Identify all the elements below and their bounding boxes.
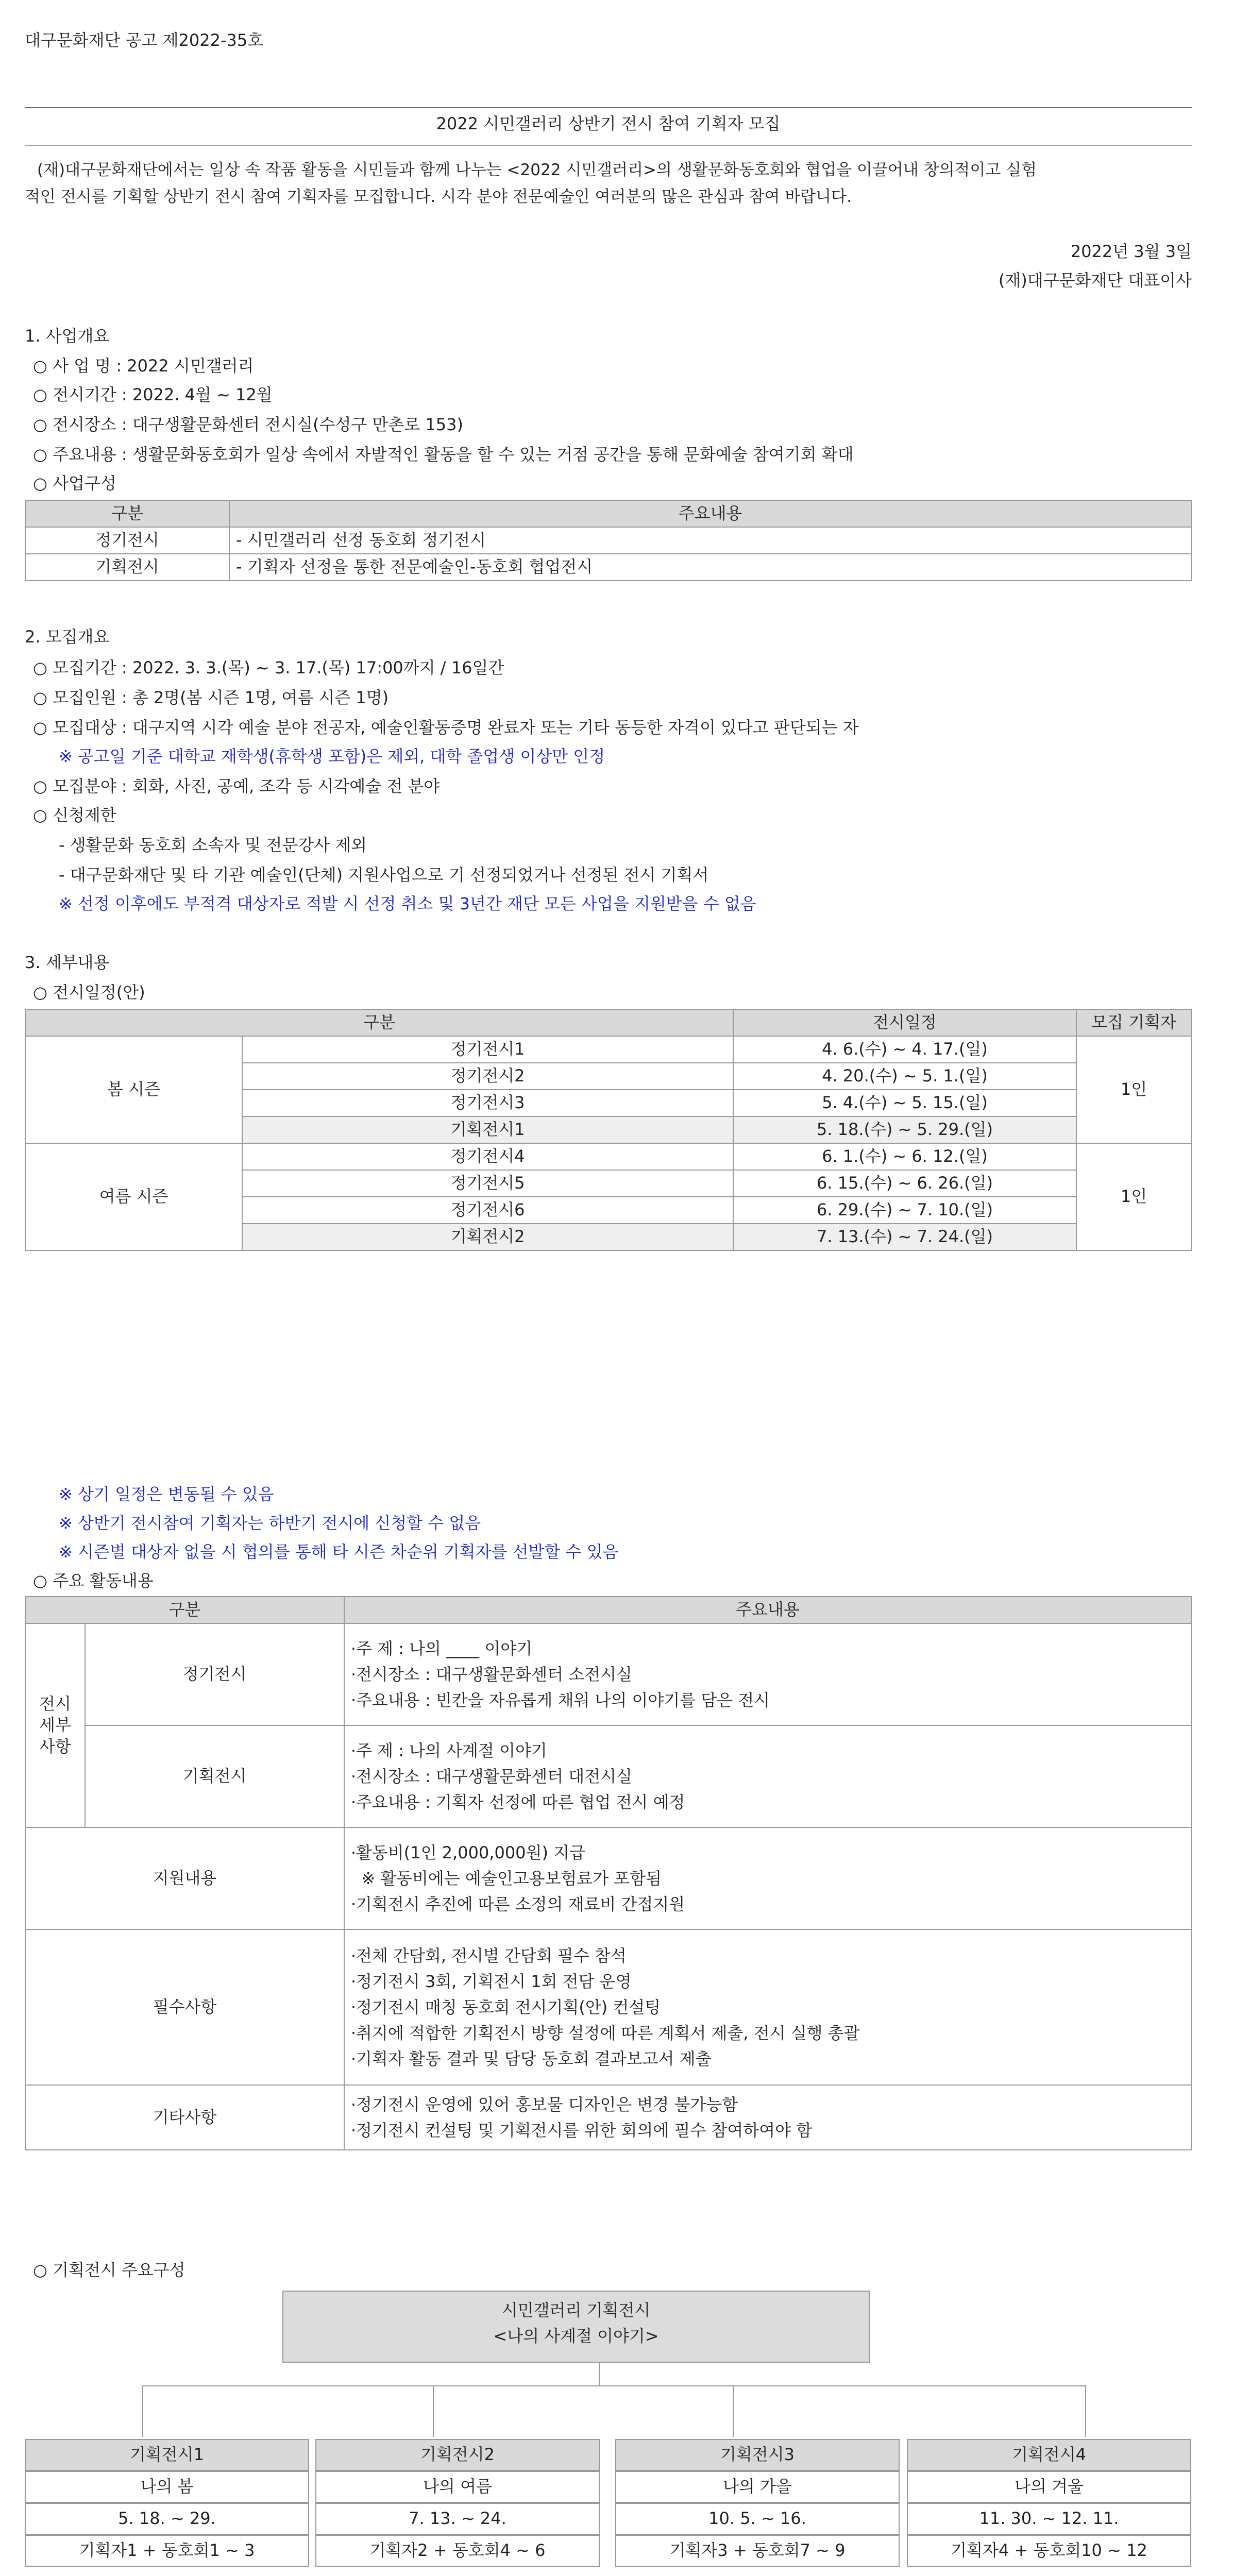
content-line: ·취지에 적합한 기획전시 방향 설정에 따른 계획서 제출, 전시 실행 총괄: [350, 2023, 860, 2043]
table-header: 전시일정: [733, 1009, 1076, 1036]
structure-top-title: 시민갤러리 기획전시: [501, 2300, 651, 2320]
connector: [599, 2362, 600, 2385]
table-row: [25, 1929, 1191, 2085]
s1-item-place: ○ 전시장소 : 대구생활문화센터 전시실(수성구 만촌로 153): [33, 415, 463, 434]
content-line: ※ 활동비에는 예술인고용보험료가 포함됨: [350, 1869, 662, 1888]
table-cell: 정기전시: [25, 527, 229, 554]
table-cell: 정기전시: [85, 1623, 344, 1725]
table-cell: 기획전시: [85, 1725, 344, 1827]
exhibit-detail-cell: 전시 세부 사항: [25, 1623, 85, 1827]
table-cell: 4. 20.(수) ~ 5. 1.(일): [733, 1063, 1076, 1090]
table-cell: 5. 4.(수) ~ 5. 15.(일): [733, 1090, 1076, 1116]
table-cell: 정기전시5: [242, 1170, 733, 1197]
title-top-rule: [25, 107, 1192, 108]
structure-col-date: 10. 5. ~ 16.: [615, 2503, 900, 2535]
schedule-label: ○ 전시일정(안): [33, 982, 145, 1002]
s2-limit: ○ 신청제한: [33, 805, 116, 825]
table-cell: 기획전시: [25, 554, 229, 581]
table-cell: 필수사항: [25, 1929, 344, 2085]
intro-line-2: 적인 전시를 기획할 상반기 전시 참여 기획자를 모집합니다. 시각 분야 전문예술인 여러분의 많은 관심과 참여 바랍니다.: [25, 188, 852, 206]
table-cell: 6. 15.(수) ~ 6. 26.(일): [733, 1170, 1076, 1197]
s2-period: ○ 모집기간 : 2022. 3. 3.(목) ~ 3. 17.(목) 17:00까지 / 16일간: [33, 658, 504, 677]
structure-col-members: 기획자2 + 동호회4 ~ 6: [315, 2535, 600, 2567]
structure-col-title: 기획전시2: [315, 2439, 600, 2471]
table-cell: 정기전시3: [242, 1090, 733, 1116]
support-content: [344, 1827, 1191, 1929]
content-line: ·정기전시 3회, 기획전시 1회 전담 운영: [350, 1972, 632, 1991]
s2-target: ○ 모집대상 : 대구지역 시각 예술 분야 전공자, 예술인활동증명 완료자 또는 기타 동등한 자격이 있다고 판단되는 자: [33, 718, 859, 737]
table-cell: 정기전시6: [242, 1197, 733, 1224]
table-cell: 기획전시1: [242, 1116, 733, 1143]
structure-col-date: 7. 13. ~ 24.: [315, 2503, 600, 2535]
table-cell: 7. 13.(수) ~ 7. 24.(일): [733, 1224, 1076, 1250]
table-cell: 6. 1.(수) ~ 6. 12.(일): [733, 1143, 1076, 1170]
content-line: ·기획전시 추진에 따른 소정의 재료비 간접지원: [350, 1894, 685, 1914]
content-line: ·정기전시 컨설팅 및 기획전시를 위한 회의에 필수 참여하여야 함: [350, 2121, 813, 2140]
connector: [1085, 2385, 1086, 2437]
s2-people: ○ 모집인원 : 총 2명(봄 시즌 1명, 여름 시즌 1명): [33, 688, 389, 707]
table-row: [25, 1725, 1191, 1827]
table-row: [25, 1036, 1191, 1063]
content-line: ·활동비(1인 2,000,000원) 지급: [350, 1843, 585, 1862]
table-row: [25, 1623, 1191, 1725]
table-cell: 정기전시4: [242, 1143, 733, 1170]
structure-col-members: 기획자3 + 동호회7 ~ 9: [615, 2535, 900, 2567]
s1-item-content: ○ 주요내용 : 생활문화동호회가 일상 속에서 자발적인 활동을 할 수 있는 거점 공간을 통해 문화예술 참여기회 확대: [33, 445, 854, 464]
content-line: ·정기전시 매칭 동호회 전시기획(안) 컨설팅: [350, 1997, 661, 2017]
issuer: (재)대구문화재단 대표이사: [998, 270, 1192, 290]
table-cell: 지원내용: [25, 1827, 344, 1929]
s1-item-name: ○ 사 업 명 : 2022 시민갤러리: [33, 356, 254, 376]
table-header: 모집 기획자: [1076, 1009, 1191, 1036]
table-header: 주요내용: [229, 500, 1191, 527]
schedule-note-1: ※ 상기 일정은 변동될 수 있음: [59, 1484, 274, 1504]
season-cell: 여름 시즌: [25, 1143, 242, 1250]
structure-col-date: 5. 18. ~ 29.: [25, 2503, 309, 2535]
s2-limit-2: - 대구문화재단 및 타 기관 예술인(단체) 지원사업으로 기 선정되었거나 선정된 전시 기획서: [59, 865, 709, 885]
table-row: [25, 1827, 1191, 1929]
table-row: [25, 2085, 1191, 2150]
structure-col-members: 기획자4 + 동호회10 ~ 12: [907, 2535, 1191, 2567]
table-row: [25, 527, 1191, 554]
s1-item-period: ○ 전시기간 : 2022. 4월 ~ 12월: [33, 385, 273, 404]
content-line: ·기획자 활동 결과 및 담당 동호회 결과보고서 제출: [350, 2049, 712, 2069]
activity-table: [25, 1596, 1192, 2150]
content-line: ·주 제 : 나의 사계절 이야기: [350, 1741, 547, 1760]
notice-number: 대구문화재단 공고 제2022-35호: [25, 30, 264, 50]
connector: [433, 2385, 434, 2437]
section-3-title: 3. 세부내용: [25, 953, 110, 972]
s2-limit-1: - 생활문화 동호회 소속자 및 전문강사 제외: [59, 835, 367, 855]
structure-col-title: 기획전시1: [25, 2439, 309, 2471]
planned-exhibit-content: [344, 1725, 1191, 1827]
structure-col-title: 기획전시3: [615, 2439, 900, 2471]
structure-col-theme: 나의 여름: [315, 2471, 600, 2503]
activity-label: ○ 주요 활동내용: [33, 1571, 154, 1590]
table-row: [25, 554, 1191, 581]
count-cell: 1인: [1076, 1143, 1191, 1250]
s2-limit-note: ※ 선정 이후에도 부적격 대상자로 적발 시 선정 취소 및 3년간 재단 모든 사업을 지원받을 수 없음: [59, 894, 756, 913]
schedule-note-3: ※ 시즌별 대상자 없을 시 협의를 통해 타 시즌 차순위 기획자를 선발할 수 있음: [59, 1542, 619, 1562]
structure-col-theme: 나의 봄: [25, 2471, 309, 2503]
structure-col-theme: 나의 가을: [615, 2471, 900, 2503]
business-structure-table: [25, 500, 1192, 581]
connector: [142, 2385, 1085, 2386]
structure-col-date: 11. 30. ~ 12. 11.: [907, 2503, 1191, 2535]
table-cell: 6. 29.(수) ~ 7. 10.(일): [733, 1197, 1076, 1224]
regular-exhibit-content: [344, 1623, 1191, 1725]
table-cell: 기타사항: [25, 2085, 344, 2150]
notice-title: 2022 시민갤러리 상반기 전시 참여 기획자 모집: [436, 114, 781, 133]
content-line: ·전시장소 : 대구생활문화센터 대전시실: [350, 1767, 632, 1786]
table-cell: 정기전시2: [242, 1063, 733, 1090]
content-line: ·전시장소 : 대구생활문화센터 소전시실: [350, 1665, 632, 1684]
table-header: 주요내용: [344, 1597, 1191, 1623]
connector: [142, 2385, 143, 2437]
required-content: [344, 1929, 1191, 2085]
s1-item-structure: ○ 사업구성: [33, 473, 116, 493]
table-cell: 기획전시2: [242, 1224, 733, 1250]
table-row: [25, 1143, 1191, 1170]
table-cell: - 시민갤러리 선정 동호회 정기전시: [229, 527, 1191, 554]
season-cell: 봄 시즌: [25, 1036, 242, 1143]
notice-date: 2022년 3월 3일: [1070, 242, 1192, 261]
structure-top-box: [282, 2291, 870, 2363]
intro-line-1: (재)대구문화재단에서는 일상 속 작품 활동을 시민들과 함께 나누는 <2022 시민갤러리>의 생활문화동호회와 협업을 이끌어내 창의적이고 실험: [37, 161, 1037, 179]
table-cell: 4. 6.(수) ~ 4. 17.(일): [733, 1036, 1076, 1063]
content-line: ·정기전시 운영에 있어 홍보물 디자인은 변경 불가능함: [350, 2095, 738, 2114]
content-line: ·주 제 : 나의 ____ 이야기: [350, 1639, 533, 1658]
schedule-note-2: ※ 상반기 전시참여 기획자는 하반기 전시에 신청할 수 없음: [59, 1513, 481, 1533]
title-bottom-rule: [25, 145, 1192, 146]
structure-top-subtitle: <나의 사계절 이야기>: [493, 2326, 659, 2346]
content-line: ·주요내용 : 기획자 선정에 따른 협업 전시 예정: [350, 1792, 685, 1812]
table-header: 구분: [25, 1597, 344, 1623]
table-header: 구분: [25, 1009, 733, 1036]
table-cell: 정기전시1: [242, 1036, 733, 1063]
section-1-title: 1. 사업개요: [25, 326, 110, 346]
s2-target-note: ※ 공고일 기준 대학교 재학생(휴학생 포함)은 제외, 대학 졸업생 이상만 인정: [59, 747, 605, 766]
schedule-table: [25, 1009, 1192, 1251]
content-line: ·전체 간담회, 전시별 간담회 필수 참석: [350, 1946, 627, 1965]
table-cell: 5. 18.(수) ~ 5. 29.(일): [733, 1116, 1076, 1143]
table-header: 구분: [25, 500, 229, 527]
structure-col-members: 기획자1 + 동호회1 ~ 3: [25, 2535, 309, 2567]
table-cell: - 기획자 선정을 통한 전문예술인-동호회 협업전시: [229, 554, 1191, 581]
s2-field: ○ 모집분야 : 회화, 사진, 공예, 조각 등 시각예술 전 분야: [33, 776, 440, 796]
structure-col-theme: 나의 겨울: [907, 2471, 1191, 2503]
connector: [733, 2385, 734, 2437]
etc-content: [344, 2085, 1191, 2150]
content-line: ·주요내용 : 빈칸을 자유롭게 채워 나의 이야기를 담은 전시: [350, 1690, 770, 1710]
count-cell: 1인: [1076, 1036, 1191, 1143]
structure-col-title: 기획전시4: [907, 2439, 1191, 2471]
section-2-title: 2. 모집개요: [25, 627, 110, 647]
structure-label: ○ 기획전시 주요구성: [33, 2260, 185, 2280]
